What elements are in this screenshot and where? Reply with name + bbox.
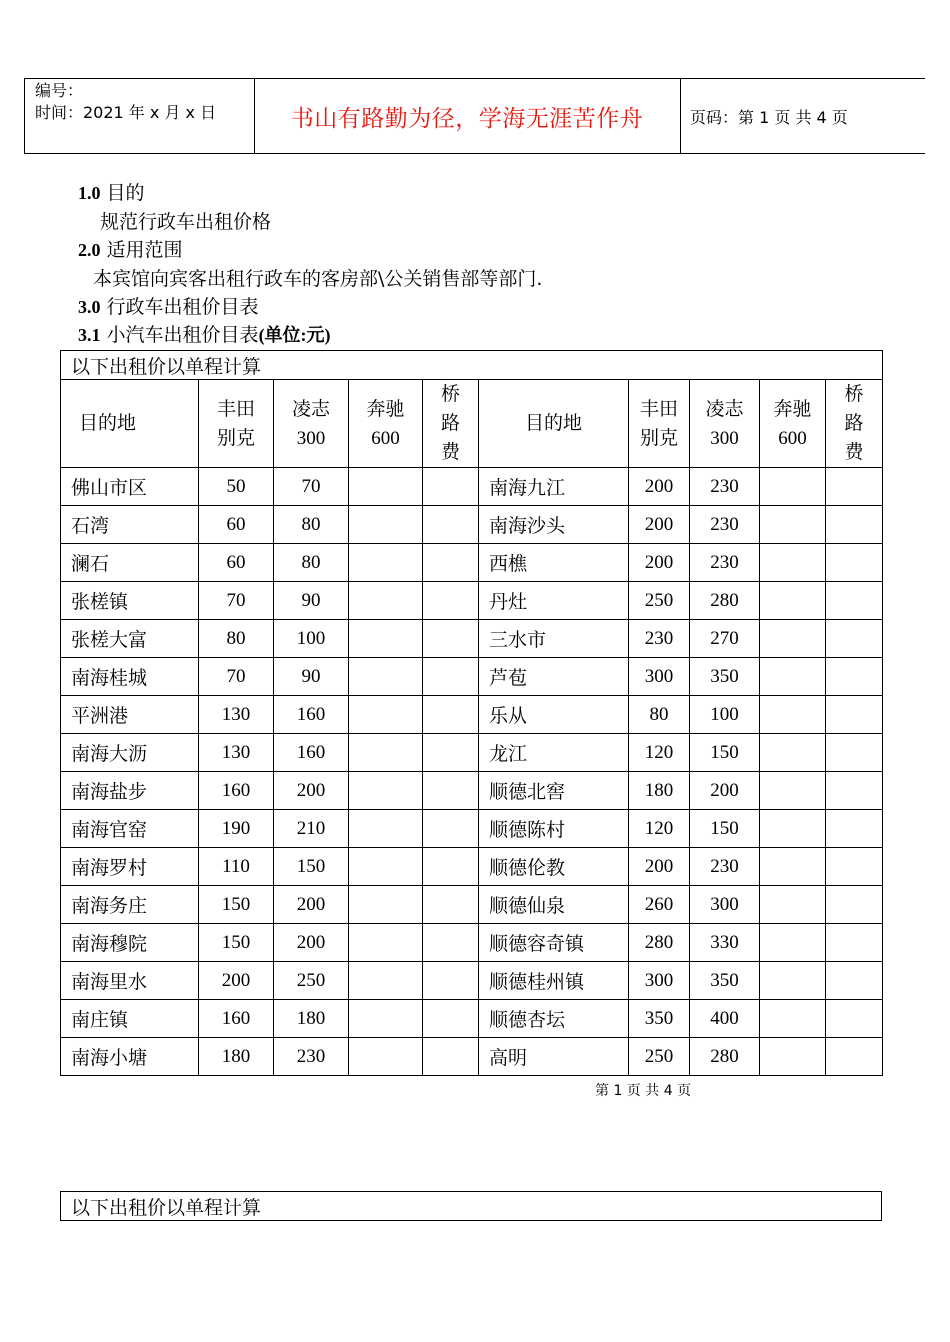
toll-fee-left	[423, 848, 479, 886]
toyota-buick-price-left: 70	[199, 658, 274, 696]
benz-600-price-left	[349, 772, 423, 810]
section-3-1-unit: (单位:元)	[258, 325, 331, 345]
section-2-title: 适用范围	[106, 239, 183, 261]
section-1-number: 1.0	[78, 183, 101, 203]
table-row	[61, 696, 883, 734]
toll-fee-right	[826, 734, 883, 772]
table-row	[61, 886, 883, 924]
destination-right: 高明	[479, 1038, 629, 1076]
section-2-number: 2.0	[78, 240, 101, 260]
table-row	[61, 506, 883, 544]
toyota-buick-price-right: 350	[629, 1000, 690, 1038]
lexus-300-price-right: 150	[690, 810, 760, 848]
table-row	[61, 772, 883, 810]
toyota-buick-price-left: 60	[199, 544, 274, 582]
toll-fee-left	[423, 620, 479, 658]
benz-600-price-left	[349, 696, 423, 734]
header-toll-fee-2: 桥 路 费	[826, 380, 883, 468]
table-row	[61, 848, 883, 886]
toyota-buick-price-left: 200	[199, 962, 274, 1000]
document-header	[24, 78, 925, 154]
lexus-300-price-right: 230	[690, 848, 760, 886]
benz-600-price-left	[349, 962, 423, 1000]
destination-left: 南海穆院	[61, 924, 199, 962]
toll-fee-left	[423, 582, 479, 620]
benz-600-price-right	[760, 696, 826, 734]
lexus-300-price-left: 200	[274, 772, 349, 810]
section-3-title: 行政车出租价目表	[106, 296, 259, 318]
section-1-heading	[78, 181, 145, 205]
toyota-buick-price-right: 250	[629, 1038, 690, 1076]
lexus-300-price-right: 330	[690, 924, 760, 962]
toll-fee-left	[423, 544, 479, 582]
header-lexus-300-2: 凌志 300	[690, 380, 760, 468]
benz-600-price-right	[760, 962, 826, 1000]
benz-600-price-right	[760, 658, 826, 696]
section-3-1-heading	[78, 323, 331, 347]
car-rental-rate-table	[60, 350, 883, 1076]
destination-right: 顺德伦教	[479, 848, 629, 886]
table-row	[61, 810, 883, 848]
destination-left: 南海里水	[61, 962, 199, 1000]
section-1-title: 目的	[106, 182, 145, 204]
benz-600-price-right	[760, 810, 826, 848]
benz-600-price-left	[349, 544, 423, 582]
benz-600-price-left	[349, 582, 423, 620]
toyota-buick-price-left: 130	[199, 734, 274, 772]
header-lexus-300: 凌志 300	[274, 380, 349, 468]
section-1-text: 规范行政车出租价格	[100, 211, 272, 233]
section-3-1-number: 3.1	[78, 325, 101, 345]
toll-fee-right	[826, 468, 883, 506]
destination-left: 张槎镇	[61, 582, 199, 620]
lexus-300-price-left: 80	[274, 544, 349, 582]
destination-right: 顺德容奇镇	[479, 924, 629, 962]
table-row	[61, 582, 883, 620]
section-3-heading	[78, 295, 259, 319]
header-toyota-buick-2: 丰田 别克	[629, 380, 690, 468]
benz-600-price-left	[349, 1000, 423, 1038]
toyota-buick-price-right: 80	[629, 696, 690, 734]
lexus-300-price-right: 230	[690, 506, 760, 544]
lexus-300-price-right: 230	[690, 468, 760, 506]
toyota-buick-price-right: 200	[629, 544, 690, 582]
header-destination-2: 目的地	[479, 380, 629, 468]
next-table-caption: 以下出租价以单程计算	[61, 1192, 882, 1221]
lexus-300-price-right: 350	[690, 658, 760, 696]
lexus-300-price-left: 150	[274, 848, 349, 886]
benz-600-price-right	[760, 506, 826, 544]
toll-fee-right	[826, 620, 883, 658]
table-row	[61, 544, 883, 582]
destination-left: 佛山市区	[61, 468, 199, 506]
toyota-buick-price-right: 200	[629, 468, 690, 506]
destination-left: 南庄镇	[61, 1000, 199, 1038]
lexus-300-price-right: 300	[690, 886, 760, 924]
toll-fee-left	[423, 468, 479, 506]
toll-fee-left	[423, 1000, 479, 1038]
toyota-buick-price-left: 180	[199, 1038, 274, 1076]
table-row	[61, 620, 883, 658]
destination-left: 南海官窑	[61, 810, 199, 848]
toll-fee-right	[826, 506, 883, 544]
toll-fee-left	[423, 772, 479, 810]
header-benz-600: 奔驰 600	[349, 380, 423, 468]
toll-fee-left	[423, 886, 479, 924]
toll-fee-left	[423, 924, 479, 962]
lexus-300-price-left: 200	[274, 924, 349, 962]
destination-left: 南海罗村	[61, 848, 199, 886]
header-destination: 目的地	[61, 380, 199, 468]
toll-fee-right	[826, 886, 883, 924]
lexus-300-price-left: 250	[274, 962, 349, 1000]
toll-fee-right	[826, 544, 883, 582]
toyota-buick-price-right: 250	[629, 582, 690, 620]
destination-right: 顺德北窖	[479, 772, 629, 810]
document-time-label: 时间：2021 年 x 月 x 日	[35, 103, 217, 122]
destination-right: 龙江	[479, 734, 629, 772]
toyota-buick-price-right: 300	[629, 658, 690, 696]
destination-left: 石湾	[61, 506, 199, 544]
lexus-300-price-left: 160	[274, 696, 349, 734]
lexus-300-price-right: 230	[690, 544, 760, 582]
lexus-300-price-left: 100	[274, 620, 349, 658]
toll-fee-right	[826, 582, 883, 620]
benz-600-price-left	[349, 1038, 423, 1076]
toyota-buick-price-left: 190	[199, 810, 274, 848]
destination-right: 乐从	[479, 696, 629, 734]
destination-left: 南海大沥	[61, 734, 199, 772]
section-2-heading	[78, 238, 183, 262]
destination-right: 南海九江	[479, 468, 629, 506]
toyota-buick-price-left: 70	[199, 582, 274, 620]
table-header-row	[61, 380, 883, 468]
lexus-300-price-right: 150	[690, 734, 760, 772]
header-page-label: 页码：第 1 页 共 4 页	[690, 108, 848, 127]
destination-right: 三水市	[479, 620, 629, 658]
lexus-300-price-right: 280	[690, 1038, 760, 1076]
lexus-300-price-left: 70	[274, 468, 349, 506]
section-3-number: 3.0	[78, 297, 101, 317]
toll-fee-right	[826, 810, 883, 848]
destination-right: 芦苞	[479, 658, 629, 696]
toyota-buick-price-left: 160	[199, 1000, 274, 1038]
destination-right: 顺德陈村	[479, 810, 629, 848]
destination-left: 澜石	[61, 544, 199, 582]
toyota-buick-price-left: 80	[199, 620, 274, 658]
lexus-300-price-right: 270	[690, 620, 760, 658]
toyota-buick-price-left: 160	[199, 772, 274, 810]
toll-fee-left	[423, 734, 479, 772]
toll-fee-right	[826, 962, 883, 1000]
benz-600-price-right	[760, 848, 826, 886]
benz-600-price-left	[349, 848, 423, 886]
toyota-buick-price-right: 180	[629, 772, 690, 810]
destination-right: 南海沙头	[479, 506, 629, 544]
benz-600-price-left	[349, 506, 423, 544]
benz-600-price-right	[760, 1038, 826, 1076]
benz-600-price-right	[760, 886, 826, 924]
document-number-label: 编号：	[35, 81, 84, 100]
destination-left: 张槎大富	[61, 620, 199, 658]
toll-fee-right	[826, 924, 883, 962]
benz-600-price-right	[760, 1000, 826, 1038]
lexus-300-price-right: 200	[690, 772, 760, 810]
benz-600-price-right	[760, 582, 826, 620]
lexus-300-price-right: 100	[690, 696, 760, 734]
page-footer: 第 1 页 共 4 页	[595, 1083, 692, 1099]
toyota-buick-price-left: 50	[199, 468, 274, 506]
toyota-buick-price-left: 150	[199, 924, 274, 962]
destination-right: 丹灶	[479, 582, 629, 620]
lexus-300-price-left: 80	[274, 506, 349, 544]
toll-fee-right	[826, 848, 883, 886]
benz-600-price-left	[349, 620, 423, 658]
table-row	[61, 1000, 883, 1038]
toyota-buick-price-right: 120	[629, 810, 690, 848]
lexus-300-price-right: 280	[690, 582, 760, 620]
toyota-buick-price-right: 200	[629, 506, 690, 544]
table-row	[61, 658, 883, 696]
benz-600-price-right	[760, 924, 826, 962]
benz-600-price-right	[760, 544, 826, 582]
toll-fee-right	[826, 696, 883, 734]
lexus-300-price-left: 200	[274, 886, 349, 924]
toyota-buick-price-left: 130	[199, 696, 274, 734]
lexus-300-price-left: 180	[274, 1000, 349, 1038]
toll-fee-left	[423, 1038, 479, 1076]
toyota-buick-price-right: 260	[629, 886, 690, 924]
toyota-buick-price-left: 60	[199, 506, 274, 544]
benz-600-price-left	[349, 810, 423, 848]
table-row	[61, 734, 883, 772]
toll-fee-right	[826, 772, 883, 810]
benz-600-price-left	[349, 468, 423, 506]
lexus-300-price-left: 210	[274, 810, 349, 848]
header-benz-600-2: 奔驰 600	[760, 380, 826, 468]
toll-fee-left	[423, 810, 479, 848]
destination-left: 南海盐步	[61, 772, 199, 810]
toyota-buick-price-left: 110	[199, 848, 274, 886]
lexus-300-price-left: 160	[274, 734, 349, 772]
header-meta-cell	[25, 79, 255, 153]
section-2-text: 本宾馆向宾客出租行政车的客房部\公关销售部等部门.	[93, 268, 543, 290]
benz-600-price-left	[349, 886, 423, 924]
toll-fee-right	[826, 658, 883, 696]
benz-600-price-left	[349, 924, 423, 962]
table-caption: 以下出租价以单程计算	[61, 351, 883, 380]
header-toll-fee: 桥 路 费	[423, 380, 479, 468]
header-motto: 书山有路勤为径，学海无涯苦作舟	[254, 79, 681, 153]
next-rate-table	[60, 1191, 882, 1221]
benz-600-price-right	[760, 468, 826, 506]
toyota-buick-price-right: 120	[629, 734, 690, 772]
toll-fee-right	[826, 1000, 883, 1038]
toll-fee-right	[826, 1038, 883, 1076]
table-row	[61, 1038, 883, 1076]
destination-left: 南海小塘	[61, 1038, 199, 1076]
toll-fee-left	[423, 962, 479, 1000]
header-toyota-buick: 丰田 别克	[199, 380, 274, 468]
toyota-buick-price-right: 300	[629, 962, 690, 1000]
toyota-buick-price-left: 150	[199, 886, 274, 924]
destination-right: 顺德杏坛	[479, 1000, 629, 1038]
section-3-1-title: 小汽车出租价目表	[106, 324, 259, 346]
benz-600-price-right	[760, 734, 826, 772]
toll-fee-left	[423, 506, 479, 544]
benz-600-price-left	[349, 734, 423, 772]
lexus-300-price-left: 90	[274, 658, 349, 696]
benz-600-price-right	[760, 620, 826, 658]
table-row	[61, 468, 883, 506]
benz-600-price-left	[349, 658, 423, 696]
toyota-buick-price-right: 280	[629, 924, 690, 962]
destination-left: 南海务庄	[61, 886, 199, 924]
destination-right: 顺德桂州镇	[479, 962, 629, 1000]
destination-right: 顺德仙泉	[479, 886, 629, 924]
table-row	[61, 962, 883, 1000]
toll-fee-left	[423, 658, 479, 696]
table-row	[61, 924, 883, 962]
lexus-300-price-left: 90	[274, 582, 349, 620]
toyota-buick-price-right: 230	[629, 620, 690, 658]
toyota-buick-price-right: 200	[629, 848, 690, 886]
destination-left: 南海桂城	[61, 658, 199, 696]
lexus-300-price-right: 350	[690, 962, 760, 1000]
toll-fee-left	[423, 696, 479, 734]
destination-left: 平洲港	[61, 696, 199, 734]
destination-right: 西樵	[479, 544, 629, 582]
lexus-300-price-right: 400	[690, 1000, 760, 1038]
lexus-300-price-left: 230	[274, 1038, 349, 1076]
benz-600-price-right	[760, 772, 826, 810]
